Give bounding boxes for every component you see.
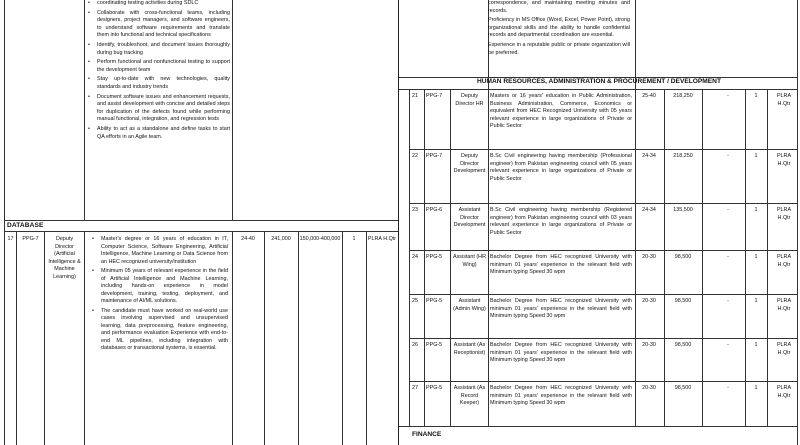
- pay-range: -: [727, 254, 729, 260]
- pay-grade: PPG-6: [426, 207, 443, 213]
- row-number: 26: [412, 342, 418, 348]
- pay-grade: PPG-5: [426, 254, 443, 260]
- duty-item: • coordinating testing activities during SDLC: [97, 0, 230, 8]
- row-number: 27: [412, 385, 418, 391]
- age-limit: 20-30: [642, 254, 656, 260]
- duty-item: • Identify, troubleshoot, and document issues thoroughly during bug tracking: [97, 42, 230, 57]
- age-limit: 24-34: [642, 207, 656, 213]
- row-number: 25: [412, 298, 418, 304]
- pay-range: -: [727, 385, 729, 391]
- place-of-posting: PLRA H.Qtr: [776, 207, 792, 221]
- continuation-paragraph: Proficiency in MS Office (Word, Excel, Power Point), strong organizational skills and the ability to handle confidential records and departmental coordination are essential.: [488, 17, 630, 39]
- seat-count: 1: [754, 207, 758, 213]
- qualification-text: Bachelor Degree from HEC recognized University with minimum 01 years' experience in the relevant field with Minimum typing Speed 30 wpm: [490, 298, 632, 319]
- post-title: Deputy Director Development: [453, 153, 486, 174]
- pay-range: 150,000-400,000: [299, 236, 341, 242]
- age-limit: 24-34: [642, 153, 656, 159]
- duty-item: • Ability to act as a standalone and define tasks to start QA efforts in an Agile team.: [97, 126, 230, 141]
- post-title: Deputy Director (Artificial Intelligence & Machine Learning): [48, 236, 81, 280]
- pay-package: 135,500: [673, 207, 693, 213]
- duty-item: • Perform functional and nonfunctional testing to support the development team: [97, 59, 230, 74]
- qualification-list: [92, 236, 228, 355]
- row-number: 23: [412, 207, 418, 213]
- pay-range: -: [727, 298, 729, 304]
- pay-package: 218,250: [673, 153, 693, 159]
- pay-grade: PPG-5: [426, 385, 443, 391]
- place-of-posting: PLRA H.Qtr: [776, 385, 792, 399]
- pay-grade: PPG-5: [426, 298, 443, 304]
- table-row: [409, 251, 798, 294]
- pay-grade: PPG-7: [426, 153, 443, 159]
- pay-grade: PPG-5: [426, 342, 443, 348]
- place-of-posting: PLRA H.Qtr: [776, 153, 792, 167]
- column-divider: [398, 0, 399, 445]
- duty-item: • Collaborate with cross-functional teams, including designers, project managers, and software engineers, to understand software requirements and translate them into functional and technical specifications: [97, 10, 230, 40]
- place-of-posting: PLRA H.Qtr: [367, 236, 397, 242]
- section-heading-database: DATABASE: [7, 222, 44, 229]
- post-title: Deputy Director HR: [455, 93, 484, 107]
- section-heading-finance: FINANCE: [412, 431, 442, 438]
- seat-count: 1: [754, 254, 758, 260]
- table-row: [409, 90, 798, 149]
- duty-item: • Document software issues and enhancement requests, and assist development with concise and detailed steps for duplication of the defects found while performing manual functional, integration, and regression tests: [97, 94, 230, 124]
- table-rule: [342, 231, 343, 445]
- pay-package: 218,250: [673, 93, 693, 99]
- table-rule: [4, 220, 398, 221]
- pay-package: 98,500: [674, 298, 692, 304]
- post-title: Assistant (As Receptionist): [453, 342, 486, 356]
- post-title: Assistant (As Record Keeper): [453, 385, 486, 406]
- qualification-text: B.Sc Civil engineering having membership (Registered engineer) from Pakistan engineering council with 03 years relevant experience in large organizations of Private or Public Sector: [490, 207, 632, 236]
- qualification-item: • Master's degree or 16 years of education in IT, Computer Science, Software Engineering, Artificial Intelligence, Machine Learning or Data Science from an HEC recognized university/institution: [101, 236, 228, 266]
- table-row: [409, 204, 798, 250]
- table-row: [409, 382, 798, 426]
- post-title: Assistant (HR Wing): [453, 254, 486, 268]
- pay-package: 98,500: [674, 342, 692, 348]
- table-rule: [232, 0, 233, 220]
- qualification-text: B.Sc Civil engineering having membership (Professional engineer) from Pakistan engineering council with 05 years relevant experience in large organizations of Private or Public Sector: [490, 153, 632, 182]
- qualification-text: Bachelor Degree from HEC recognized University with minimum 01 years' experience in the relevant field with Minimum typing Speed 30 wpm: [490, 342, 632, 363]
- table-rule: [298, 231, 299, 445]
- age-limit: 25-40: [642, 93, 656, 99]
- qualification-continuation: [488, 0, 630, 59]
- seat-count: 1: [754, 153, 758, 159]
- table-rule: [232, 231, 233, 445]
- table-border-left: [4, 0, 5, 445]
- place-of-posting: PLRA H.Qtr: [776, 93, 792, 107]
- age-limit: 20-30: [642, 342, 656, 348]
- seat-count: 1: [352, 236, 356, 242]
- pay-package: 98,500: [674, 385, 692, 391]
- pay-range: -: [727, 342, 729, 348]
- place-of-posting: PLRA H.Qtr: [776, 342, 792, 356]
- age-limit: 20-30: [642, 385, 656, 391]
- pay-grade: PPG-7: [426, 93, 443, 99]
- pay-range: -: [727, 153, 729, 159]
- pay-range: -: [727, 93, 729, 99]
- table-rule: [399, 426, 798, 427]
- continuation-paragraph: correspondence, and maintaining meeting minutes and records.: [488, 0, 630, 14]
- qualification-item: • The candidate must have worked on real-world use cases involving supervised and unsupervised learning, data preprocessing, feature engineering, and performance evaluation Experience with end-to-end ML pipelines, including integration with databases or transactional systems, is essential.: [101, 308, 228, 353]
- pay-package: 241,000: [271, 236, 291, 242]
- continuation-paragraph: Experience in a reputable public or private organization will be preferred.: [488, 41, 630, 56]
- qualification-text: Masters or 16 years' education in Public Administration, Business Administration, Commerce, Economics or equivalent from HEC Recognized University with 05 years relevant experience in large organizations of Private or Public Sector: [490, 93, 632, 129]
- seat-count: 1: [754, 385, 758, 391]
- seat-count: 1: [754, 298, 758, 304]
- table-rule: [16, 231, 17, 445]
- place-of-posting: PLRA H.Qtr: [776, 254, 792, 268]
- pay-range: -: [727, 207, 729, 213]
- table-rule: [4, 231, 398, 232]
- age-limit: 20-30: [642, 298, 656, 304]
- table-rule: [84, 231, 85, 445]
- row-number: 21: [412, 93, 418, 99]
- post-title: Assistant (Admin Wing): [453, 298, 486, 312]
- row-number: 17: [7, 236, 14, 242]
- qualification-text: Bachelor Degree from HEC recognized University with minimum 01 years' experience in the relevant field with Minimum typing Speed 30 wpm: [490, 254, 632, 275]
- seat-count: 1: [754, 342, 758, 348]
- row-number: 22: [412, 153, 418, 159]
- table-row: [409, 295, 798, 338]
- pay-package: 98,500: [674, 254, 692, 260]
- duty-item: • Stay up-to-date with new technologies, quality standards and industry trends: [97, 76, 230, 91]
- post-title: Assistant Director Development: [453, 207, 486, 228]
- table-rule: [366, 231, 367, 445]
- pay-grade: PPG-7: [22, 236, 39, 242]
- table-row: [409, 150, 798, 203]
- table-row: [409, 339, 798, 381]
- seat-count: 1: [754, 93, 758, 99]
- job-duties-continuation: [88, 0, 230, 143]
- place-of-posting: PLRA H.Qtr: [776, 298, 792, 312]
- table-rule: [84, 0, 85, 220]
- qualification-text: Bachelor Degree from HEC recognized University with minimum 01 years' experience in the relevant field with Minimum typing Speed 30 wpm: [490, 385, 632, 406]
- table-rule: [44, 231, 45, 445]
- qualification-item: • Minimum 05 years of relevant experience in the field of Artificial Intelligence and Machine Learning, including hands-on experience in model development, training, testing, deployment, and maintenance of AI/ML solutions.: [101, 268, 228, 306]
- section-heading-hr: HUMAN RESOURCES, ADMINISTRATION & PROCUREMENT / DEVELOPMENT: [477, 78, 721, 85]
- age-limit: 24-40: [241, 236, 255, 242]
- row-number: 24: [412, 254, 418, 260]
- table-rule: [264, 231, 265, 445]
